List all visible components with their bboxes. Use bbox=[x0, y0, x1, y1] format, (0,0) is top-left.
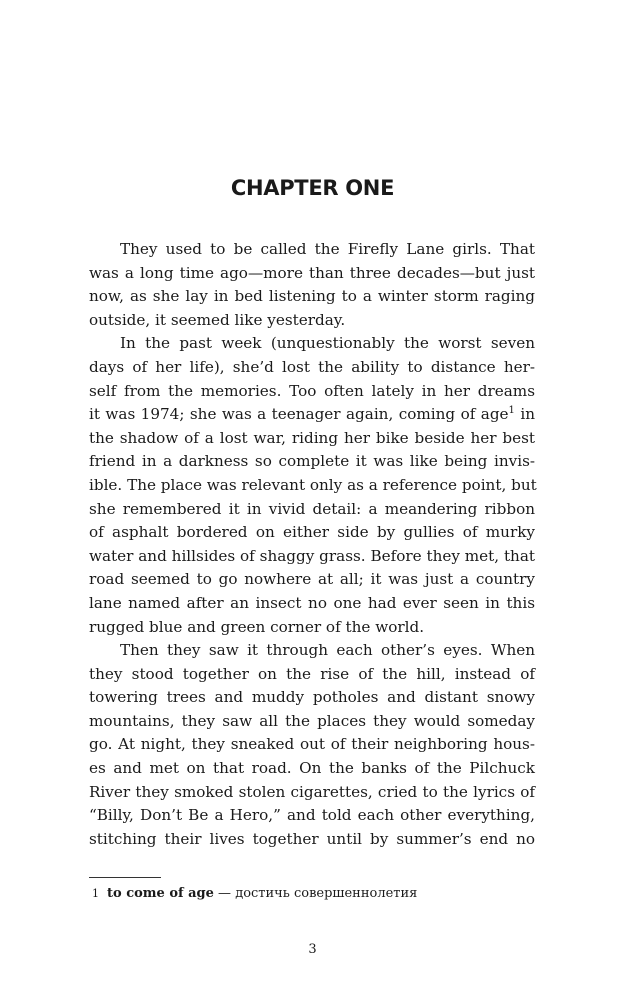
text-line: the shadow of a lost war, riding her bike beside her best bbox=[89, 428, 535, 447]
text-line: towering trees and muddy potholes and distant snowy bbox=[89, 688, 535, 707]
footnote-term: to come of age bbox=[107, 886, 214, 901]
text-line: They used to be called the Firefly Lane girls. That bbox=[120, 240, 535, 258]
footnote-marker[interactable]: 1 bbox=[508, 405, 515, 417]
text-line: water and hillsides of shaggy grass. Before they met, that bbox=[89, 546, 535, 565]
text-line: now, as she lay in bed listening to a winter storm raging bbox=[89, 287, 535, 306]
text-line: go. At night, they sneaked out of their neighboring hous- bbox=[89, 735, 535, 754]
text-line: self from the memories. Too often lately in her dreams bbox=[89, 381, 535, 400]
text-line: she remembered it in vivid detail: a meandering ribbon bbox=[89, 499, 535, 518]
text-fragment: in bbox=[514, 405, 535, 424]
text-line: they stood together on the rise of the hill, instead of bbox=[89, 664, 535, 683]
text-line: es and met on that road. On the banks of the Pilchuck bbox=[89, 759, 535, 778]
text-line: “Billy, Don’t Be a Hero,” and told each other everything, bbox=[89, 806, 535, 825]
text-line: River they smoked stolen cigarettes, cried to the lyrics of bbox=[89, 782, 535, 801]
text-line: ible. The place was relevant only as a reference point, but bbox=[89, 475, 537, 494]
footnote-divider bbox=[89, 877, 161, 878]
text-line: outside, it seemed like yesterday. bbox=[89, 310, 346, 329]
text-line: road seemed to go nowhere at all; it was just a country bbox=[89, 570, 535, 589]
text-line: In the past week (unquestionably the worst seven bbox=[120, 334, 535, 353]
footnote-translation: достичь совершеннолетия bbox=[235, 886, 418, 901]
text-line: Then they saw it through each other’s eyes. When bbox=[120, 641, 535, 660]
text-line: was a long time ago—more than three decades—but just bbox=[89, 263, 535, 282]
footnote-separator: — bbox=[213, 886, 236, 901]
text-line: rugged blue and green corner of the world. bbox=[89, 617, 425, 636]
text-line: stitching their lives together until by summer’s end no bbox=[89, 829, 535, 848]
text-line: of asphalt bordered on either side by gullies of murky bbox=[89, 523, 535, 542]
text-line: friend in a darkness so complete it was like being invis- bbox=[89, 452, 535, 471]
text-line-with-footnote bbox=[89, 403, 535, 427]
footnote-number: 1 bbox=[92, 887, 99, 900]
text-fragment: it was 1974; she was a teenager again, coming of age bbox=[89, 405, 509, 424]
text-line: lane named after an insect no one had ever seen in this bbox=[89, 593, 535, 612]
body-text bbox=[89, 238, 535, 851]
text-line: mountains, they saw all the places they would someday bbox=[89, 711, 535, 730]
page-number: 3 bbox=[308, 942, 317, 957]
text-line: days of her life), she’d lost the ability to distance her- bbox=[89, 357, 535, 376]
chapter-title: CHAPTER ONE bbox=[230, 176, 395, 200]
footnote bbox=[92, 886, 417, 901]
